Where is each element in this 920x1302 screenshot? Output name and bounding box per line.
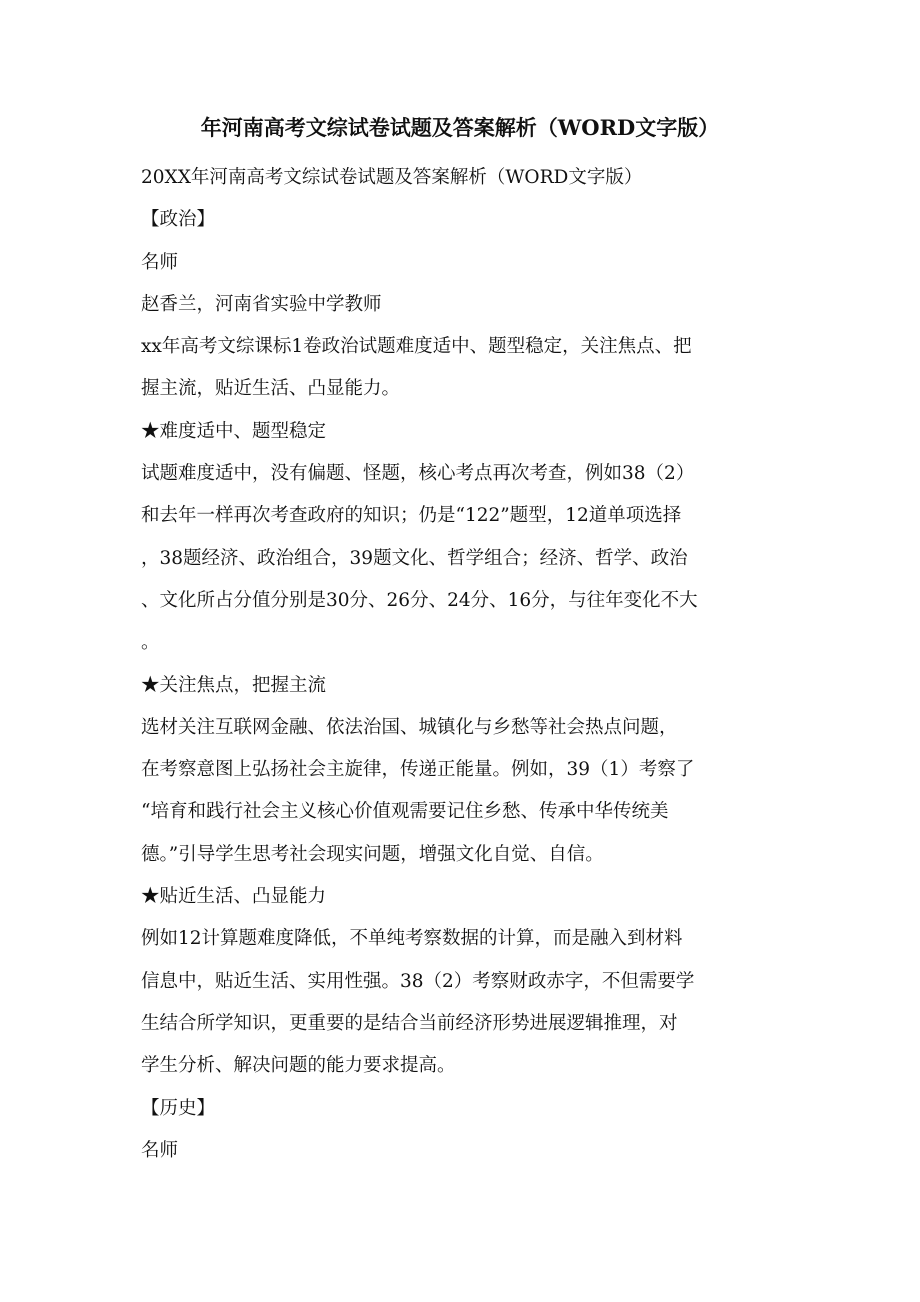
document-body [141, 157, 786, 1172]
section-heading-politics: 【政治】 [141, 209, 216, 231]
text-line: 。 [141, 632, 160, 654]
text-line: 赵香兰，河南省实验中学教师 [141, 293, 382, 315]
text-line: 生结合所学知识，更重要的是结合当前经济形势进展逻辑推理，对 [141, 1012, 678, 1034]
text-line: 握主流，贴近生活、凸显能力。 [141, 378, 401, 400]
text-line: 在考察意图上弘扬社会主旋律，传递正能量。例如，39（1）考察了 [141, 759, 695, 781]
text-line: 德。”引导学生思考社会现实问题，增强文化自觉、自信。 [141, 843, 604, 865]
text-line: 选材关注互联网金融、依法治国、城镇化与乡愁等社会热点问题， [141, 716, 678, 738]
text-line: xx年高考文综课标1卷政治试题难度适中、题型稳定，关注焦点、把 [141, 336, 692, 358]
text-line: 名师 [141, 251, 179, 273]
document-title: 年河南高考文综试卷试题及答案解析（WORD文字版） [200, 115, 720, 140]
section-heading-history: 【历史】 [141, 1097, 216, 1119]
subheading-life: ★贴近生活、凸显能力 [141, 886, 327, 908]
text-line: “培育和践行社会主义核心价值观需要记住乡愁、传承中华传统美 [141, 801, 669, 823]
subheading-focus: ★关注焦点，把握主流 [141, 674, 327, 696]
text-line: 试题难度适中，没有偏题、怪题，核心考点再次考查，例如38（2） [141, 463, 695, 485]
text-line: 、文化所占分值分别是30分、26分、24分、16分，与往年变化不大 [141, 589, 698, 611]
text-line: 学生分析、解决问题的能力要求提高。 [141, 1055, 456, 1077]
subheading-difficulty: ★难度适中、题型稳定 [141, 420, 327, 442]
subtitle-line: 20XX年河南高考文综试卷试题及答案解析（WORD文字版） [141, 167, 643, 188]
text-line: 信息中，贴近生活、实用性强。38（2）考察财政赤字，不但需要学 [141, 970, 695, 992]
text-line: 例如12计算题难度降低，不单纯考察数据的计算，而是融入到材料 [141, 928, 683, 950]
text-line: 名师 [141, 1139, 179, 1161]
text-line: ，38题经济、政治组合，39题文化、哲学组合；经济、哲学、政治 [141, 547, 688, 569]
text-line: 和去年一样再次考查政府的知识；仍是“122”题型，12道单项选择 [141, 505, 682, 527]
